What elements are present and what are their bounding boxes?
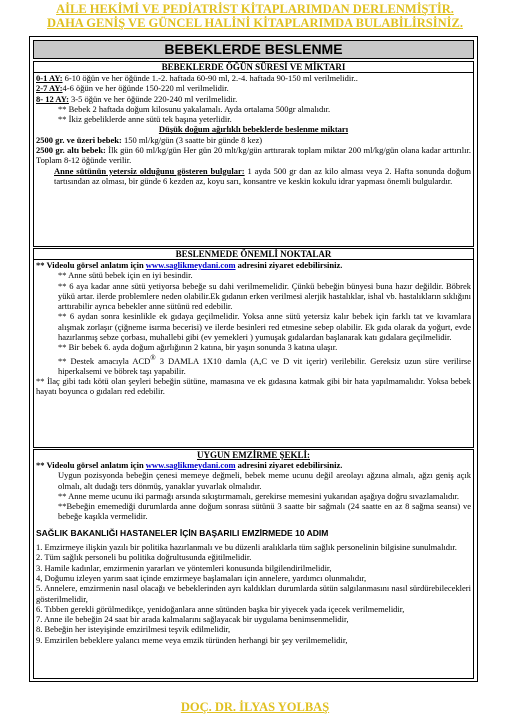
insufficient-milk-paragraph: Anne sütünün yetersiz olduğunu gösteren bulgular: 1 ayda 500 gr dan az kilo alması veya 2. Hafta sonunda doğum tartısından az olması, bir günde 6 kezden az, koyu sarı, konsantre ve keskin kokulu idrar yapması önemli bulgulardır. [54,165,471,186]
list-item: 9. Emzirilen bebeklere yalancı meme veya emzik türünden herhangi bir şey verilmemelidir, [36,634,348,645]
ten-steps-title: SAĞLIK BAKANLIĞI HASTANELER İÇİN BAŞARILI EMZİRMEDE 10 ADIM [36,527,329,538]
video-line: ** Videolu görsel anlatım için www.saglikmeydani.com adresini ziyaret edebilirsiniz. [36,460,343,470]
content-frame [29,36,478,682]
list-item: 4, Doğumu izleyen yarım saat içinde emzirmeye başlamaları için annelere, yardımcı olunmalıdır, [36,572,367,583]
section-body [34,460,473,645]
list-item: 5. Annelere, emzirmenin nasıl olacağı ve bebeklerinden ayrı kaldıkları durumlarda sütün salgılanmasını nasıl sürdürebilecekleri gösterilmelidir, [36,583,471,604]
banner-line-1: AİLE HEKİMİ VE PEDİATRİST KİTAPLARIMDAN DERLENMİŞTİR. [56,2,454,16]
list-item: 8. Bebeğin her isteyişinde emzirilmesi teşvik edilmelidir, [36,624,231,635]
list-item: 6. Tıbben gerekli görülmedikçe, yenidoğanlara anne sütünden başka bir yiyecek yada içecek verilmemelidir, [36,603,405,614]
section-heading: BEBEKLERDE ÖĞÜN SÜRESİ VE MİKTARI [34,62,473,73]
age-0-1-line: 0-1 AY: 6-10 öğün ve her öğünde 1.-2. haftada 60-90 ml, 2.-4. haftada 90-150 ml verilmelidir.. [36,73,358,83]
paragraph: ** 6 aydan sonra kesinlikle ek gıdaya geçilmelidir. Yoksa anne sütü yetersiz kalır bebek için farklı tat ve kıvamlara alışmak zorlaşır (çiğneme isırma becerisi) ve ilerde besinleri red etmesine sebep olabilir. Ek gıda olarak da yoğurt, evde hazırlanmış sebze çorbası, muhallebi gibi (ev yemekleri ) yumuşak gıdalardan başlanarak katı gıdalara geçilmelidir. [58,311,471,343]
list-item: 3. Hamile kadınlar, emzirmenin yararları ve yöntemleri konusunda bilgilendirilmelidir, [36,562,332,573]
weight-line: 2500 gr. altı bebek: İlk gün 60 ml/kg/gün Her gün 20 mlt/kg/gün arttırarak toplam miktar 200 ml/kg/gün olana kadar arttırılır. Toplam 8-12 öğünde verilir. [36,145,471,166]
paragraph: ** İlaç gibi tadı kötü olan şeyleri bebeğin sütüne, mamasına ve ek gıdasına katmak gibi bir hata yapılmamalıdır. Yoksa bebek hayatı boyunca o gıdaları red edebilir. [36,376,471,397]
subheading: Düşük doğum ağırlıklı bebeklerde beslenme miktarı [158,124,349,135]
section-heading: UYGUN EMZİRME ŞEKLİ: [196,450,310,460]
paragraph: ** 6 aya kadar anne sütü yetiyorsa bebeğe su dahi verilmemelidir. Çünkü bebeğin bünyesi buna hazır değildir. Böbrek yükü artar. ilerde problemlere neden olabilir.Ek gıdanın erken verilmesi alerjik hastalıklar, ishal vb. hastalıkların sıklığını arttırabilir ayrıca bebekler anne sütünü red edebilir. [58,280,471,312]
banner-line-2: DAHA GENİŞ VE GÜNCEL HALİNİ KİTAPLARIMDA BULABİLİRSİNİZ. [47,16,463,30]
paragraph: **Bebeğin ememediği durumlarda anne doğum sonrası sütünü 3 saatte bir sağmalı (24 saatte en az 8 sağma seansı) ve bebeğe kaşıkla vermelidir. [58,501,471,522]
note-line: ** İkiz gebeliklerde anne sütü tek başına yeterlidir. [58,114,232,125]
video-line: ** Videolu görsel anlatım için www.saglikmeydani.com adresini ziyaret edebilirsiniz. [36,260,343,270]
feeding-amount-section [33,61,474,247]
website-link[interactable]: www.saglikmeydani.com [145,260,236,270]
header-banner [0,2,510,30]
list-item: 7. Anne ile bebeğin 24 saat bir arada kalmalarını sağlayacak bir uygulama benimsenmelidir, [36,614,349,625]
breastfeeding-section [33,449,474,679]
page-title: BEBEKLERDE BESLENME [33,40,474,59]
age-8-12-line: 8- 12 AY: 3-5 öğün ve her öğünde 220-240 ml verilmelidir. [36,93,238,104]
section-body [34,260,473,397]
section-body [34,73,473,186]
list-item: 2. Tüm sağlık personeli bu politika doğrultusunda eğitilmelidir. [36,552,252,563]
paragraph: Uygun pozisyonda bebeğin çenesi memeye değmeli, bebek meme ucunu değil areolayı ağzına almalı, ağzı geniş açık olmalı, alt dudağı ters dönmüş, yanaklar yuvarlak olmalıdır. [58,470,471,491]
weight-line: 2500 gr. ve üzeri bebek: 150 ml/kg/gün (3 saatte bir günde 8 kez) [36,134,263,145]
author-name: DOÇ. DR. İLYAS YOLBAŞ [180,700,330,714]
section-heading: BESLENMEDE ÖNEMLİ NOKTALAR [34,249,473,260]
important-points-section [33,248,474,448]
note-line: ** Bebek 2 haftada doğum kilosunu yakalamalı. Ayda ortalama 500gr almalıdır. [58,103,331,114]
paragraph: ** Destek amacıyla ACD® 3 DAMLA 1X10 damla (A,C ve D vit içerir) verilebilir. Gereksiz uzun süre verilirse hiperkalsemi ve böbrek taşı yapabilir. [58,353,472,376]
website-link[interactable]: www.saglikmeydani.com [145,460,236,470]
paragraph: ** Bir bebek 6. ayda doğum ağırlığının 2 katına, bir yaşın sonunda 3 katına ulaşır. [58,342,338,353]
paragraph: ** Anne meme ucunu iki parmağı arsında sıkıştırmamalı, gerekirse memesini yukarıdan aşağıya doğru sıvazlamalıdır. [58,490,460,501]
paragraph: ** Anne sütü bebek için en iyi besindir. [58,270,193,281]
ten-steps-list [36,542,471,645]
list-item: 1. Emzirmeye ilişkin yazılı bir politika hazırlanmalı ve bu düzenli aralıklarla tüm sağlık personelinin bilgisine sunulmalıdır. [36,542,457,553]
age-2-7-line: 2-7 AY:4-6 öğün ve her öğünde 150-220 ml verilmelidir. [36,83,229,94]
